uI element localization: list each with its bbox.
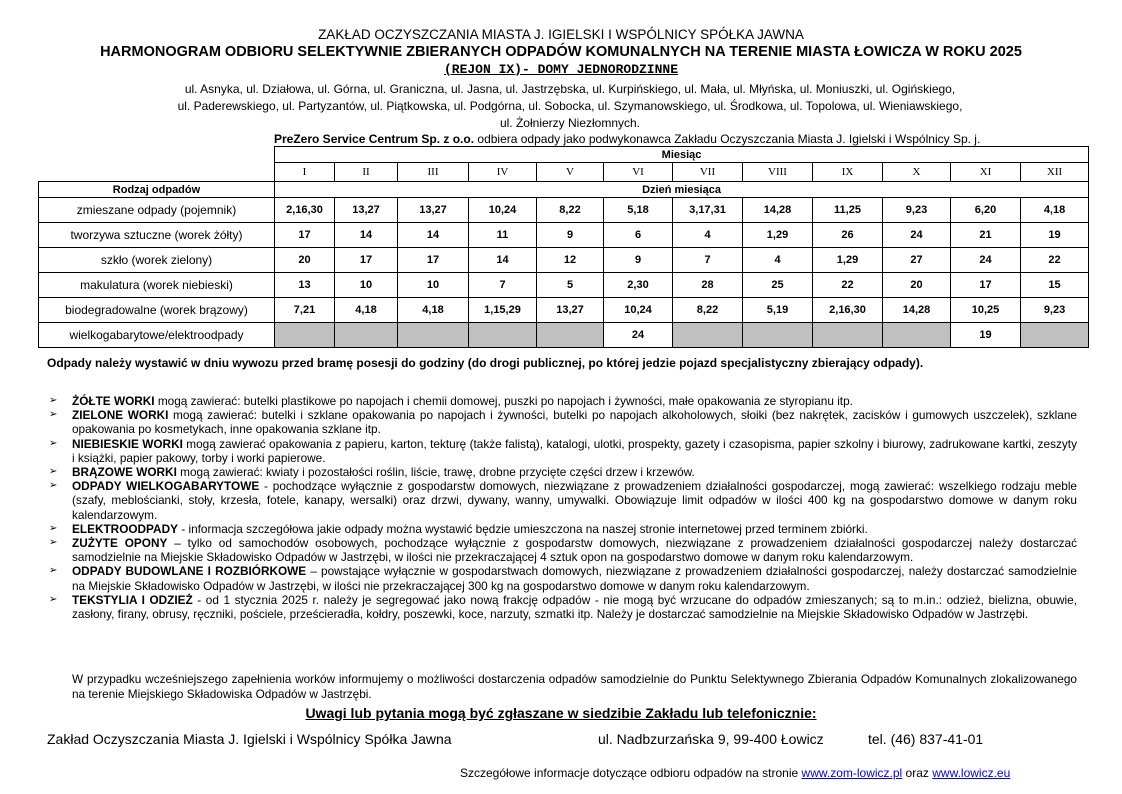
bullet-item <box>47 479 1077 522</box>
day-cell <box>743 323 813 348</box>
day-cell: 26 <box>813 223 883 248</box>
day-cell: 7,21 <box>275 298 335 323</box>
day-cell: 9 <box>537 223 604 248</box>
bullet-item <box>47 394 1077 408</box>
empty-corner-2 <box>39 163 275 182</box>
bullet-item <box>47 564 1077 592</box>
region-subtitle <box>0 62 1122 77</box>
table-row <box>39 248 1089 273</box>
day-cell: 6 <box>604 223 673 248</box>
bullet-title: ODPADY BUDOWLANE I ROZBIÓRKOWE <box>72 564 307 579</box>
day-cell: 7 <box>469 273 537 298</box>
placement-note: Odpady należy wystawić w dniu wywozu przed bramę posesji do godziny (do drogi publicznej, po której jedzie pojazd specjalistyczny zbierający odpady). <box>47 356 924 370</box>
arrow-bullet-icon: ➢ <box>49 409 58 421</box>
document-title: HARMONOGRAM ODBIORU SELEKTYWNIE ZBIERANYCH ODPADÓW KOMUNALNYCH NA TERENIE MIASTA ŁOWICZA W ROKU 2025 <box>100 44 1022 60</box>
day-cell: 4 <box>673 223 743 248</box>
schedule-table <box>38 146 1089 348</box>
day-cell: 11 <box>469 223 537 248</box>
bullet-title: ZUŻYTE OPONY <box>72 536 168 551</box>
day-cell <box>883 323 951 348</box>
company-header: ZAKŁAD OCZYSZCZANIA MIASTA J. IGIELSKI I WSPÓLNICY SPÓŁKA JAWNA <box>318 27 804 42</box>
streets-line-1: ul. Asnyka, ul. Działowa, ul. Górna, ul. Graniczna, ul. Jasna, ul. Jastrzębska, ul. Kurpińskiego, ul. Mała, ul. Młyńska, ul. Moniuszki, ul. Ogińskiego, <box>184 82 956 96</box>
bullet-item <box>47 522 1077 536</box>
day-cell: 5,18 <box>604 198 673 223</box>
bullet-title: NIEBIESKIE WORKI <box>72 436 183 451</box>
day-cell: 2,30 <box>604 273 673 298</box>
arrow-bullet-icon: ➢ <box>49 565 58 577</box>
subcontractor-name: PreZero Service Centrum Sp. z o.o. <box>274 132 475 146</box>
month-3: III <box>398 163 469 182</box>
month-11: XI <box>951 163 1021 182</box>
day-cell: 22 <box>1021 248 1089 273</box>
company-phone: tel. (46) 837-41-01 <box>868 731 984 747</box>
day-cell: 14 <box>398 223 469 248</box>
day-cell: 25 <box>743 273 813 298</box>
month-5: V <box>537 163 604 182</box>
day-cell: 28 <box>673 273 743 298</box>
day-cell <box>275 323 335 348</box>
day-cell: 4,18 <box>398 298 469 323</box>
day-cell: 21 <box>951 223 1021 248</box>
bullet-item <box>47 437 1077 465</box>
bullet-text: mogą zawierać opakowania z papieru, karton, tekturę (także falistą), katalogi, ulotki, prospekty, gazety i czasopisma, papier szkolny i biurowy, zadrukowane kartki, zeszyty i książki, papier pakowy, torby i worki papierowe. <box>72 436 1077 465</box>
bullet-title: BRĄZOWE WORKI <box>72 465 177 480</box>
day-cell: 11,25 <box>813 198 883 223</box>
bullet-item <box>47 465 1077 479</box>
link-lowicz-eu[interactable]: www.lowicz.eu <box>932 766 1011 780</box>
arrow-bullet-icon: ➢ <box>49 437 58 449</box>
day-cell <box>537 323 604 348</box>
day-cell: 1,29 <box>743 223 813 248</box>
day-cell: 9,23 <box>1021 298 1089 323</box>
day-cell: 10 <box>398 273 469 298</box>
contact-heading: Uwagi lub pytania mogą być zgłaszane w siedzibie Zakładu lub telefonicznie: <box>305 705 817 721</box>
bullet-title: TEKSTYLIA I ODZIEŻ <box>72 592 193 607</box>
bullet-text: mogą zawierać: butelki plastikowe po napojach i chemii domowej, puszki po napojach i żywności, małe opakowania ze styropianu itp. <box>154 394 853 408</box>
day-cell: 13 <box>275 273 335 298</box>
day-cell: 10 <box>335 273 398 298</box>
streets-list <box>120 81 1020 132</box>
bullet-text: – powstające wyłącznie w gospodarstwach domowych, niezwiązane z prowadzeniem działalności gospodarczej, należy dostarczać samodzielnie na Miejskie Składowisko Odpadów w Jastrzębi, w ilości nie przekraczającej 300 kg na gospodarstwo domowe w danym roku kalendarzowym. <box>72 564 1077 593</box>
day-cell: 17 <box>398 248 469 273</box>
day-cell: 17 <box>951 273 1021 298</box>
table-row <box>39 298 1089 323</box>
day-cell <box>398 323 469 348</box>
day-cell: 13,27 <box>398 198 469 223</box>
day-cell: 4 <box>743 248 813 273</box>
waste-type-label: szkło (worek zielony) <box>39 248 275 273</box>
arrow-bullet-icon: ➢ <box>49 537 58 549</box>
month-8: VIII <box>743 163 813 182</box>
waste-type-label: zmieszane odpady (pojemnik) <box>39 198 275 223</box>
day-header: Dzień miesiąca <box>275 182 1089 198</box>
month-9: IX <box>813 163 883 182</box>
day-cell: 9 <box>604 248 673 273</box>
bullet-text: mogą zawierać: kwiaty i pozostałości roślin, liście, trawę, drobne przycięte części drzew i krzewów. <box>176 465 695 480</box>
day-cell: 9,23 <box>883 198 951 223</box>
arrow-bullet-icon: ➢ <box>49 395 58 406</box>
waste-type-label: biodegradowalne (worek brązowy) <box>39 298 275 323</box>
arrow-bullet-icon: ➢ <box>49 522 58 534</box>
month-4: IV <box>469 163 537 182</box>
waste-type-label: wielkogabarytowe/elektroodpady <box>39 323 275 348</box>
bullet-item <box>47 593 1077 621</box>
day-cell <box>469 323 537 348</box>
bullet-text: - pochodzące wyłącznie z gospodarstw domowych, niezwiązane z prowadzeniem działalności gospodarczej, mogą zawierać: wszelkiego rodzaju meble (szafy, meblościanki, stoły, krzesła, fotele, kanapy, wersalki) oraz drzwi, dywany, wanny, umywalki. Obowiązuje limit odpadów w ilości 400 kg na gospodarstwo domowe w danym roku kalendarzowym. <box>72 479 1077 522</box>
bullet-title: ELEKTROODPADY <box>72 521 178 536</box>
bullet-text: – tylko od samochodów osobowych, pochodzące wyłącznie z gospodarstw domowych, niezwiązane z prowadzeniem działalności gospodarczej należy dostarczać samodzielnie na Miejskie Składowisko Odpadów w Jastrzębi, w ilości nie przekraczającej 4 sztuk opon na gospodarstwo domowe w danym roku kalendarzowym. <box>72 536 1077 565</box>
bullet-title: ŻÓŁTE WORKI <box>72 394 155 408</box>
day-cell <box>1021 323 1089 348</box>
month-1: I <box>275 163 335 182</box>
bullet-list <box>47 394 1077 621</box>
month-header: Miesiąc <box>275 147 1089 163</box>
day-cell: 27 <box>883 248 951 273</box>
day-cell: 14,28 <box>743 198 813 223</box>
month-7: VII <box>673 163 743 182</box>
day-cell: 14 <box>469 248 537 273</box>
bullet-text: mogą zawierać: butelki i szklane opakowania po napojach i żywności, butelki po napojach alkoholowych, słoiki (bez nakrętek, zacisków i gumowych uszczelek), szklane opakowania po kosmetykach, inne opakowania szklane itp. <box>72 408 1077 437</box>
day-cell: 1,15,29 <box>469 298 537 323</box>
bullet-text: - informacja szczegółowa jakie odpady można wystawić będzie umieszczona na naszej stronie internetowej przed terminem zbiórki. <box>177 521 868 536</box>
more-info-line <box>460 766 1010 780</box>
more-info-or: oraz <box>902 766 933 780</box>
bullet-item <box>47 536 1077 564</box>
day-cell: 10,25 <box>951 298 1021 323</box>
region-subtitle-text: (REJON IX)- DOMY JEDNORODZINNE <box>443 62 679 77</box>
waste-type-header: Rodzaj odpadów <box>39 182 275 198</box>
day-cell: 15 <box>1021 273 1089 298</box>
day-cell: 20 <box>883 273 951 298</box>
day-cell: 19 <box>1021 223 1089 248</box>
day-cell: 17 <box>335 248 398 273</box>
arrow-bullet-icon: ➢ <box>49 466 58 478</box>
table-row <box>39 323 1089 348</box>
day-cell: 8,22 <box>673 298 743 323</box>
day-cell <box>813 323 883 348</box>
day-cell: 2,16,30 <box>813 298 883 323</box>
day-cell: 1,29 <box>813 248 883 273</box>
day-cell: 24 <box>883 223 951 248</box>
month-6: VI <box>604 163 673 182</box>
waste-type-label: makulatura (worek niebieski) <box>39 273 275 298</box>
day-cell: 14,28 <box>883 298 951 323</box>
day-cell: 3,17,31 <box>673 198 743 223</box>
day-cell: 12 <box>537 248 604 273</box>
day-cell: 24 <box>604 323 673 348</box>
more-info-text: Szczegółowe informacje dotyczące odbioru odpadów na stronie <box>460 766 802 780</box>
link-zom-lowicz[interactable]: www.zom-lowicz.pl <box>801 766 903 780</box>
day-cell: 13,27 <box>537 298 604 323</box>
day-cell: 5 <box>537 273 604 298</box>
day-cell <box>673 323 743 348</box>
day-cell: 22 <box>813 273 883 298</box>
arrow-bullet-icon: ➢ <box>49 480 58 492</box>
bullet-title: ODPADY WIELKOGABARYTOWE <box>72 479 260 494</box>
table-row <box>39 223 1089 248</box>
day-cell: 17 <box>275 223 335 248</box>
day-cell: 6,20 <box>951 198 1021 223</box>
day-cell: 4,18 <box>335 298 398 323</box>
day-cell: 2,16,30 <box>275 198 335 223</box>
empty-corner <box>39 147 275 163</box>
day-cell: 14 <box>335 223 398 248</box>
month-10: X <box>883 163 951 182</box>
day-cell: 8,22 <box>537 198 604 223</box>
streets-line-3: ul. Żołnierzy Niezłomnych. <box>499 116 641 130</box>
bullet-item <box>47 408 1077 436</box>
waste-type-label: tworzywa sztuczne (worek żółty) <box>39 223 275 248</box>
arrow-bullet-icon: ➢ <box>49 593 58 605</box>
streets-line-2: ul. Paderewskiego, ul. Partyzantów, ul. Piątkowska, ul. Podgórna, ul. Sobocka, ul. Szymanowskiego, ul. Środkowa, ul. Topolowa, ul. Wieniawskiego, <box>177 99 963 113</box>
day-cell: 5,19 <box>743 298 813 323</box>
subcontractor-note <box>274 132 1088 146</box>
day-cell: 4,18 <box>1021 198 1089 223</box>
day-cell <box>335 323 398 348</box>
day-cell: 20 <box>275 248 335 273</box>
day-cell: 19 <box>951 323 1021 348</box>
day-cell: 7 <box>673 248 743 273</box>
day-cell: 13,27 <box>335 198 398 223</box>
day-cell: 24 <box>951 248 1021 273</box>
month-2: II <box>335 163 398 182</box>
subcontractor-text: odbiera odpady jako podwykonawca Zakładu Oczyszczania Miasta J. Igielski i Wspólnicy Sp. j. <box>474 132 981 146</box>
company-address: ul. Nadbzurzańska 9, 99-400 Łowicz <box>598 731 824 747</box>
table-row <box>39 198 1089 223</box>
day-cell: 10,24 <box>469 198 537 223</box>
table-row <box>39 273 1089 298</box>
month-12: XII <box>1021 163 1089 182</box>
day-cell: 10,24 <box>604 298 673 323</box>
info-paragraph: W przypadku wcześniejszego zapełnienia worków informujemy o możliwości dostarczenia odpadów samodzielnie do Punktu Selektywnego Zbierania Odpadów Komunalnych zlokalizowanego na terenie Miejskiego Składowiska Odpadów w Jastrzębi. <box>72 672 1077 701</box>
bullet-text: - od 1 stycznia 2025 r. należy je segregować jako nową frakcję odpadów - nie mogą być wrzucane do odpadów zmieszanych; są to m.in.: odzież, bielizna, obuwie, zasłony, firany, obrusy, ręczniki, pościele, prześcieradła, kołdry, poszewki, koce, narzuty, szmatki itp. Należy je dostarczać samodzielnie na Miejskie Składowisko Odpadów w Jastrzębi. <box>72 592 1077 622</box>
bullet-title: ZIELONE WORKI <box>72 408 169 423</box>
company-name: Zakład Oczyszczania Miasta J. Igielski i Wspólnicy Spółka Jawna <box>47 731 452 747</box>
